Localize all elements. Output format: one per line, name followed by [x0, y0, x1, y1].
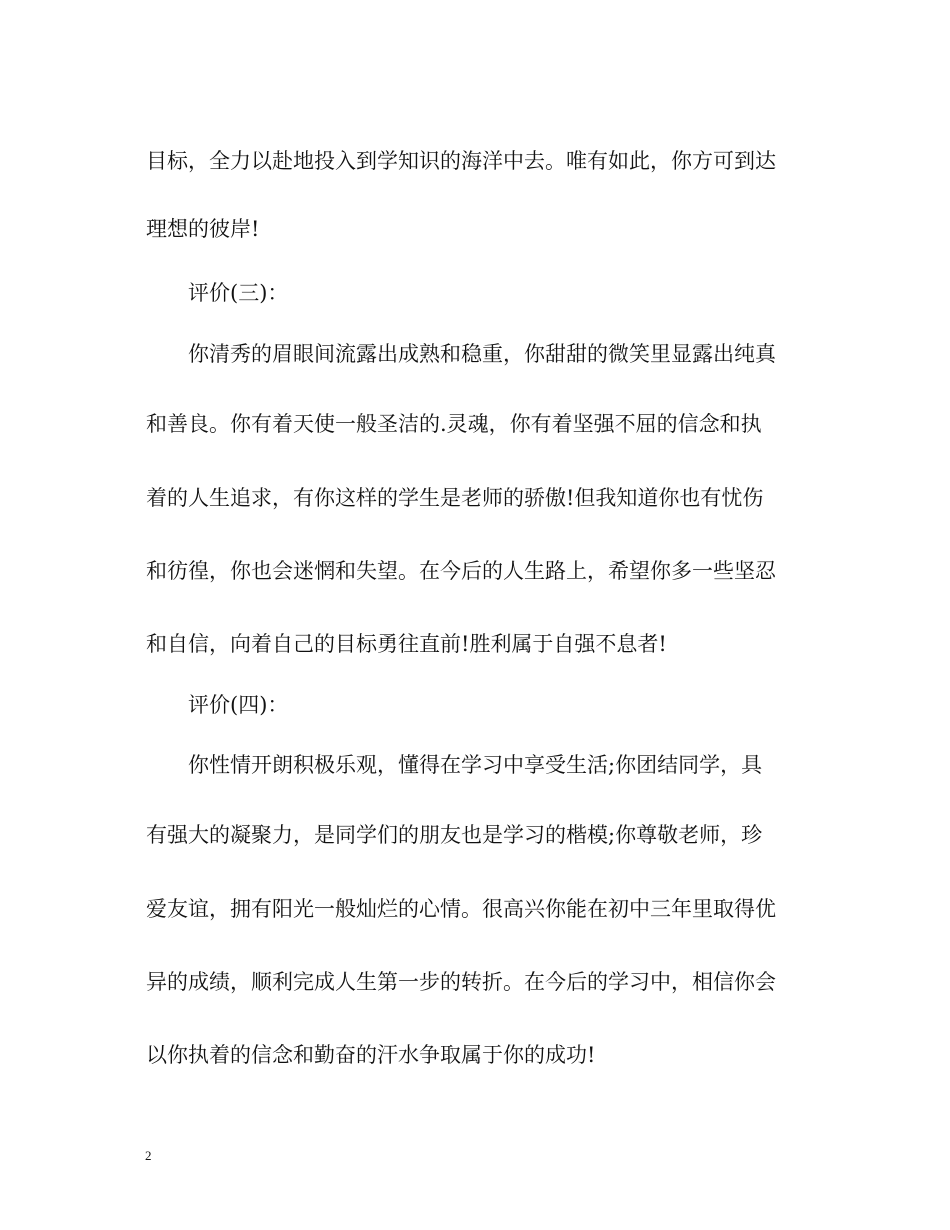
body-text-line: 理想的彼岸!	[146, 217, 260, 241]
body-text-line: 异的成绩，顺利完成人生第一步的转折。在今后的学习中，相信你会	[146, 970, 776, 994]
body-text-line: 有强大的凝聚力，是同学们的朋友也是学习的楷模;你尊敬老师，珍	[146, 823, 763, 847]
body-text-line: 目标，全力以赴地投入到学知识的海洋中去。唯有如此，你方可到达	[146, 149, 776, 173]
body-text-line: 着的人生追求，有你这样的学生是老师的骄傲!但我知道你也有忧伤	[146, 486, 764, 510]
section-heading: 评价(三)：	[188, 281, 289, 305]
body-text-line: 和彷徨，你也会迷惘和失望。在今后的人生路上，希望你多一些坚忍	[146, 559, 776, 583]
body-text-line: 以你执着的信念和勤奋的汗水争取属于你的成功!	[146, 1043, 596, 1067]
body-text-line: 爱友谊，拥有阳光一般灿烂的心情。很高兴你能在初中三年里取得优	[146, 897, 776, 921]
body-text-line: 和善良。你有着天使一般圣洁的.灵魂，你有着坚强不屈的信念和执	[146, 412, 762, 436]
body-text-line: 和自信，向着自己的目标勇往直前!胜利属于自强不息者!	[146, 632, 667, 656]
section-heading: 评价(四)：	[188, 693, 289, 717]
paragraph-first-line: 你清秀的眉眼间流露出成熟和稳重，你甜甜的微笑里显露出纯真	[188, 342, 776, 366]
page-number: 2	[145, 1148, 152, 1163]
paragraph-first-line: 你性情开朗积极乐观，懂得在学习中享受生活;你团结同学，具	[188, 753, 763, 777]
